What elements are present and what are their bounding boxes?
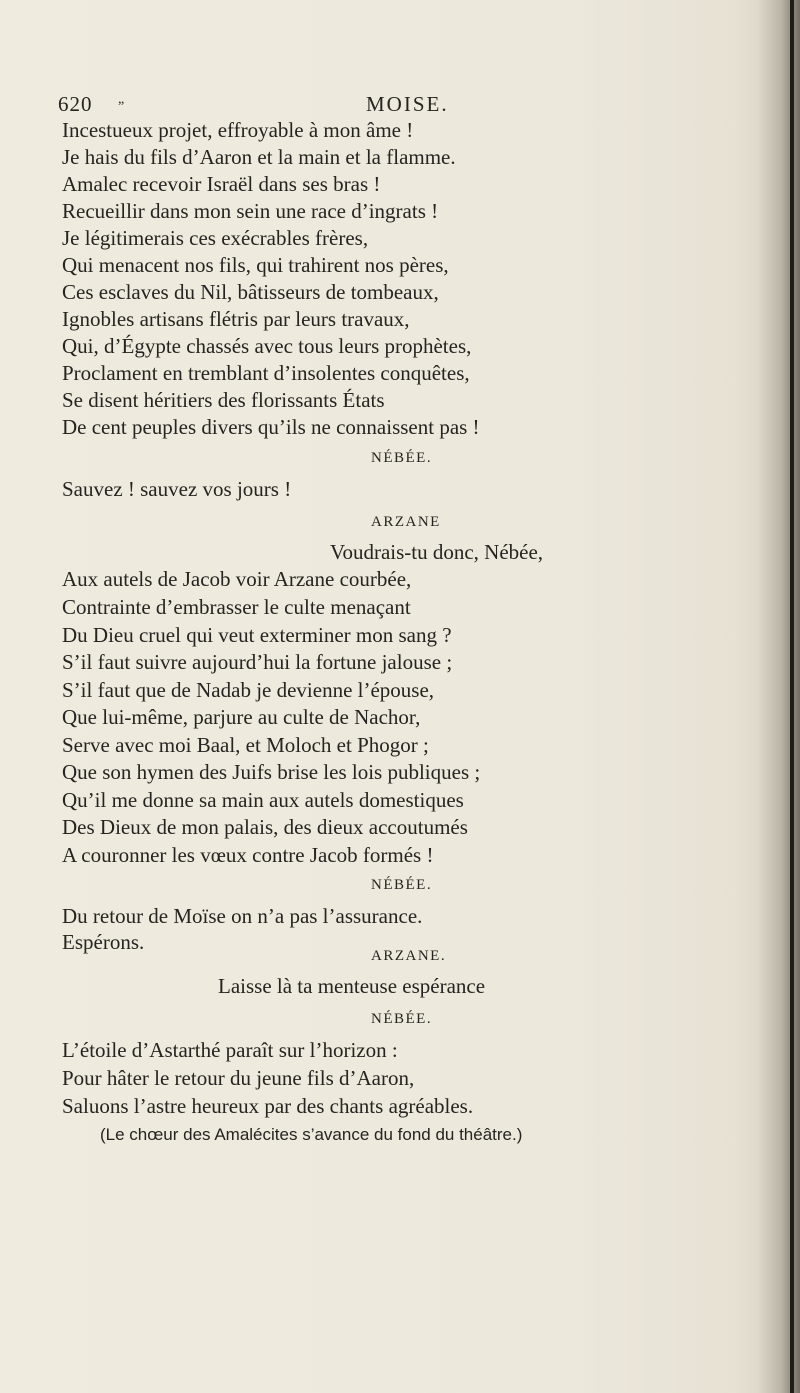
verse-line: Des Dieux de mon palais, des dieux accoutumés (62, 815, 468, 839)
verse-line: Contrainte d’embrasser le culte menaçant (62, 595, 411, 619)
verse-line: De cent peuples divers qu’ils ne connaissent pas ! (62, 415, 480, 439)
speaker-nebee: NÉBÉE. (371, 450, 433, 466)
stage-direction: (Le chœur des Amalécites s’avance du fond du théâtre.) (100, 1125, 523, 1144)
running-title: MOISE. (366, 92, 449, 116)
verse-line: Proclament en tremblant d’insolentes conquêtes, (62, 361, 470, 385)
verse-line: Qu’il me donne sa main aux autels domestiques (62, 788, 464, 812)
verse-line: Se disent héritiers des florissants États (62, 388, 385, 412)
speaker-arzane: ARZANE. (371, 948, 447, 964)
verse-line: Serve avec moi Baal, et Moloch et Phogor ; (62, 733, 429, 757)
verse-line: Je légitimerais ces exécrables frères, (62, 226, 369, 250)
verse-line: L’étoile d’Astarthé paraît sur l’horizon : (62, 1038, 398, 1062)
speaker-arzane: ARZANE (371, 514, 441, 530)
verse-line: Je hais du fils d’Aaron et la main et la flamme. (62, 145, 456, 169)
verse-line: Voudrais-tu donc, Nébée, (330, 540, 544, 564)
speaker-nebee: NÉBÉE. (371, 1011, 433, 1027)
verse-line: Qui, d’Égypte chassés avec tous leurs prophètes, (62, 334, 472, 358)
verse-line: Espérons. (62, 930, 145, 954)
verse-line: A couronner les vœux contre Jacob formés ! (62, 843, 434, 867)
verse-line: S’il faut suivre aujourd’hui la fortune jalouse ; (62, 650, 453, 674)
verse-line: Recueillir dans mon sein une race d’ingrats ! (62, 199, 439, 223)
verse-line: Qui menacent nos fils, qui trahirent nos pères, (62, 253, 449, 277)
page-edge-line (790, 0, 794, 1393)
page-number: 620 (58, 92, 93, 116)
verse-line: Du retour de Moïse on n’a pas l’assurance. (62, 904, 423, 928)
verse-line: Que son hymen des Juifs brise les lois publiques ; (62, 760, 481, 784)
verse-line: Aux autels de Jacob voir Arzane courbée, (62, 567, 412, 591)
verse-line: Que lui-même, parjure au culte de Nachor, (62, 705, 421, 729)
verse-line: Ignobles artisans flétris par leurs travaux, (62, 307, 410, 331)
verse-line: Saluons l’astre heureux par des chants agréables. (62, 1094, 474, 1118)
verse-line: Du Dieu cruel qui veut exterminer mon sang ? (62, 623, 452, 647)
verse-line: Amalec recevoir Israël dans ses bras ! (62, 172, 381, 196)
verse-line: Sauvez ! sauvez vos jours ! (62, 477, 292, 501)
verse-line: Laisse là ta menteuse espérance (218, 974, 486, 998)
verse-line: Pour hâter le retour du jeune fils d’Aaron, (62, 1066, 415, 1090)
verse-line: Ces esclaves du Nil, bâtisseurs de tombeaux, (62, 280, 439, 304)
verse-line: Incestueux projet, effroyable à mon âme ! (62, 118, 414, 142)
header-mark: „ (118, 92, 126, 107)
verse-line: S’il faut que de Nadab je devienne l’épouse, (62, 678, 435, 702)
speaker-nebee: NÉBÉE. (371, 877, 433, 893)
